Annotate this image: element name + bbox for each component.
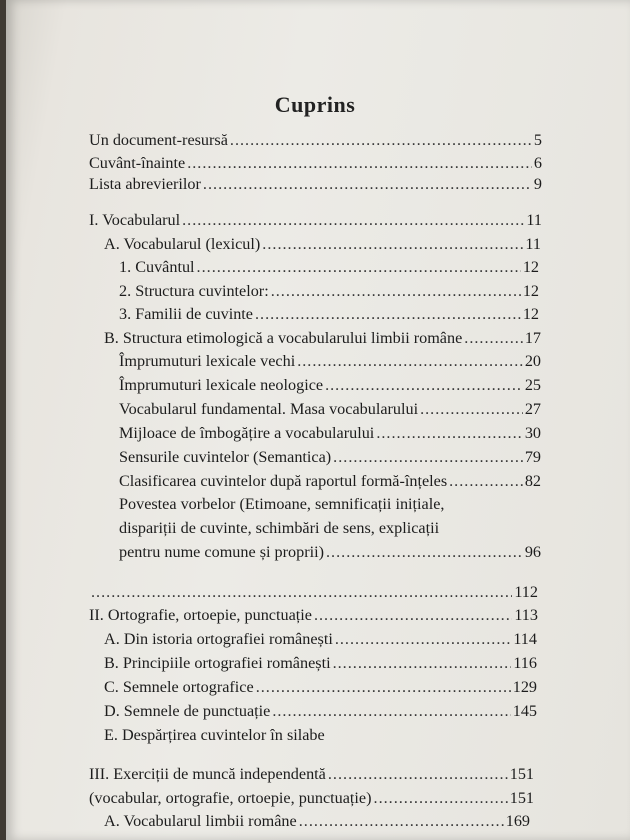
- dot-leader: [328, 766, 508, 783]
- toc-entry: [104, 631, 537, 648]
- toc-entry-page: 12: [522, 282, 539, 300]
- dot-leader: [256, 679, 511, 696]
- toc-entry-page: 96: [524, 543, 541, 561]
- toc-entry-label: Sensurile cuvintelor (Semantica): [119, 448, 332, 466]
- dot-leader: [420, 401, 523, 418]
- toc-entry: [89, 607, 538, 624]
- dot-leader: [182, 212, 524, 229]
- toc-entry: [104, 236, 541, 253]
- toc-entry-label: D. Semnele de punctuație: [104, 702, 271, 720]
- toc-entry-page: 112: [514, 583, 538, 601]
- toc-entry-page: 129: [512, 678, 537, 696]
- toc-entry-label: Clasificarea cuvintelor după raportul formă-înțeles: [119, 472, 448, 490]
- toc-entry-label: Vocabularul fundamental. Masa vocabularului: [119, 400, 419, 418]
- dot-leader: [91, 584, 512, 601]
- toc-entry-continued: dispariții de cuvinte, schimbări de sens, explicații: [119, 519, 440, 537]
- dot-leader: [449, 473, 523, 490]
- toc-entry: [119, 401, 541, 418]
- dot-leader: [187, 155, 532, 172]
- toc-entry-label: Cuvânt-înainte: [89, 154, 186, 172]
- toc-entry-label: Mijloace de îmbogățire a vocabularului: [119, 424, 375, 442]
- toc-entry: E. Despărțirea cuvintelor în silabe: [104, 726, 325, 744]
- toc-entry: [119, 306, 539, 323]
- toc-entry: [89, 132, 542, 149]
- toc-entry-label: A. Vocabularul (lexicul): [104, 235, 261, 253]
- toc-entry-page: 9: [533, 175, 542, 193]
- toc-entry-label: Un document-resursă: [89, 131, 228, 149]
- toc-entry-page: 116: [513, 654, 537, 672]
- toc-entry-page: 151: [509, 789, 534, 807]
- toc-entry-page: 114: [513, 630, 537, 648]
- toc-entry-page: 145: [512, 702, 537, 720]
- toc-entry-page: 151: [509, 765, 534, 783]
- toc-entry-label: (vocabular, ortografie, ortoepie, punctuație): [89, 789, 372, 807]
- toc-entry: [89, 212, 542, 229]
- toc-entry-label: Împrumuturi lexicale neologice: [119, 376, 324, 394]
- toc-entry-label: I. Vocabularul: [89, 211, 181, 229]
- toc-entry: [89, 584, 538, 601]
- toc-entry-label: 3. Familii de cuvinte: [119, 305, 253, 323]
- toc-entry-page: 12: [522, 258, 539, 276]
- toc-entry-page: 169: [505, 812, 530, 830]
- dot-leader: [314, 607, 512, 624]
- dot-leader: [325, 377, 523, 394]
- toc-entry-page: 5: [533, 131, 542, 149]
- watermark: [262, 392, 318, 414]
- toc-entry: [104, 813, 530, 830]
- dot-leader: [376, 425, 523, 442]
- toc-entry: [119, 259, 539, 276]
- toc-entry-page: 82: [524, 472, 541, 490]
- dot-leader: [326, 544, 523, 561]
- dot-leader: [333, 449, 523, 466]
- toc-entry-label: Lista abrevierilor: [89, 175, 201, 193]
- dot-leader: [203, 176, 532, 193]
- toc-entry: [104, 330, 541, 347]
- toc-entry: [119, 353, 541, 370]
- dot-leader: [272, 703, 510, 720]
- dot-leader: [464, 330, 523, 347]
- toc-entry-page: 79: [524, 448, 541, 466]
- toc-entry-label: 2. Structura cuvintelor:: [119, 282, 269, 300]
- toc-entry: [104, 655, 537, 672]
- dot-leader: [335, 631, 511, 648]
- dot-leader: [255, 306, 521, 323]
- toc-entry-page: 113: [514, 606, 538, 624]
- toc-entry: [104, 703, 537, 720]
- toc-entry-page: 20: [524, 352, 541, 370]
- toc-entry: [89, 790, 534, 807]
- toc-entry: [89, 155, 542, 172]
- toc-entry-page: 25: [524, 376, 541, 394]
- toc-entry-page: 17: [524, 329, 541, 347]
- dot-leader: [230, 132, 532, 149]
- dot-leader: [374, 790, 508, 807]
- toc-entry-label: B. Structura etimologică a vocabularului limbii române: [104, 329, 463, 347]
- toc-entry-label: A. Vocabularul limbii române: [104, 812, 297, 830]
- dot-leader: [262, 236, 523, 253]
- toc-entry: [119, 283, 539, 300]
- toc-entry-label: Împrumuturi lexicale vechi: [119, 352, 296, 370]
- toc-entry: [89, 766, 534, 783]
- toc-entry-page: 11: [526, 211, 542, 229]
- toc-entry-continued: Povestea vorbelor (Etimoane, semnificații inițiale,: [119, 495, 445, 513]
- toc-entry-label: pentru nume comune și proprii): [119, 543, 324, 561]
- dot-leader: [271, 283, 521, 300]
- toc-entry-label: 1. Cuvântul: [119, 258, 195, 276]
- dot-leader: [299, 813, 504, 830]
- toc-entry-label: A. Din istoria ortografiei românești: [104, 630, 333, 648]
- toc-entry-label: C. Semnele ortografice: [104, 678, 254, 696]
- toc-entry-page: 30: [524, 424, 541, 442]
- toc-entry-label: II. Ortografie, ortoepie, punctuație: [89, 606, 312, 624]
- toc-entry: [89, 176, 542, 193]
- dot-leader: [333, 655, 512, 672]
- toc-entry: [104, 679, 537, 696]
- toc-entry-page: 11: [525, 235, 541, 253]
- toc-entry-label: III. Exerciții de muncă independentă: [89, 765, 326, 783]
- toc-entry: [119, 544, 541, 561]
- page-title: Cuprins: [274, 92, 356, 117]
- toc-entry: [119, 425, 541, 442]
- toc-entry-page: 12: [522, 305, 539, 323]
- dot-leader: [297, 353, 523, 370]
- toc-entry: [119, 449, 541, 466]
- dot-leader: [197, 259, 521, 276]
- toc-entry: [119, 377, 541, 394]
- toc-entry: [119, 473, 541, 490]
- toc-entry-page: 6: [533, 154, 542, 172]
- toc-entry-label: B. Principiile ortografiei românești: [104, 654, 331, 672]
- toc-entry-page: 27: [524, 400, 541, 418]
